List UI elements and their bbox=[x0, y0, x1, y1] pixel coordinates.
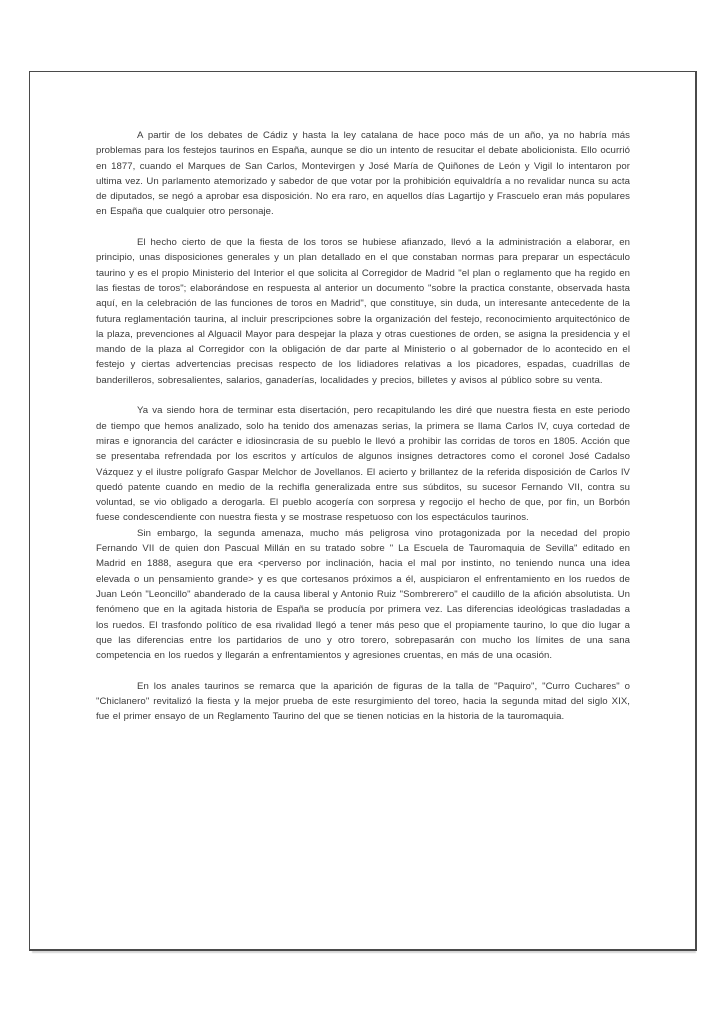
paragraph-amenaza-fernando-vii: Sin embargo, la segunda amenaza, mucho más peligrosa vino protagonizada por la necedad del propio Fernando VII de quien don Pascual Millán en su tratado sobre " La Escuela de Tauromaquia de Sevilla" editado en Madrid en 1888, asegura que era <perverso por inclinación, hacia el mal por instinto, no teniendo nunca una idea elevada o un pensamiento grande> y es que cortesanos próximos a él, auspiciaron el enfrentamiento en los ruedos de Juan León "Leoncillo" abanderado de la causa liberal y Antonio Ruiz "Sombrerero" el caudillo de la afición absolutista. Un fenómeno que en la agitada historia de España se producía por primera vez. Las diferencias ideológicas trasladadas a los ruedos. El trasfondo político de esa rivalidad llegó a tener más peso que el propiamente taurino, lo que dio lugar a que las diferencias entre los partidarios de uno y otro torero, sobrepasarán con mucho los límites de una sana competencia en los ruedos y llegarán a enfrentamientos y agresiones cruentas, en más de una ocasión. bbox=[96, 527, 630, 662]
paragraph-debates-de-cadiz: A partir de los debates de Cádiz y hasta la ley catalana de hace poco más de un año, ya no habría más problemas para los festejos taurinos en España, aunque se dio un intento de resucitar el debate abolicionista. Ello ocurrió en 1877, cuando el Marques de San Carlos, Montevirgen y José María de Quiñones de León y Vigil lo intentaron por ultima vez. Un parlamento atemorizado y sabedor de que votar por la prohibición equivaldría a no revalidar nunca su acta de diputados, se negó a aprobar esa disposición. No era raro, en aquellos días Lagartijo y Frascuelo eran más populares en España que cualquier otro personaje. bbox=[96, 130, 630, 218]
paragraph-amenaza-carlos-iv: Ya va siendo hora de terminar esta disertación, pero recapitulando les diré que nuestra fiesta en este periodo de tiempo que hemos analizado, solo ha tenido dos amenazas serias, la primera se llama Carlos IV, cuya cortedad de miras e ignorancia del carácter e idiosincrasia de su pueblo le llevó a prohibir las corridas de toros en 1805. Acción que se presentaba refrendada por los escritos y artículos de algunos insignes detractores como el coronel José Cadalso Vázquez y el ilustre polígrafo Gaspar Melchor de Jovellanos. El acierto y brillantez de la referida disposición de Carlos IV quedó patente cuando en medio de la rechifla generalizada entre sus súbditos, su sucesor Fernando VII, contra su voluntad, se vio obligado a derogarla. El pueblo acogería con sorpresa y regocijo el hecho de que, por fin, un Borbón fuese condescendiente con nuestra fiesta y se mostrase respetuoso con los espectáculos taurinos. bbox=[96, 405, 630, 524]
page-border-frame bbox=[29, 71, 697, 951]
paragraph-reglamento-corregidor: El hecho cierto de que la fiesta de los toros se hubiese afianzado, llevó a la administración a elaborar, en principio, unas disposiciones generales y un plan detallado en el que constaban normas para preparar un espectáculo taurino y es el propio Ministerio del Interior el que solicita al Corregidor de Madrid "el plan o reglamento que ha regido en las fiestas de toros"; elaborándose en respuesta al anterior un documento "sobre la practica constante, observada hasta aquí, en la celebración de las funciones de toros en Madrid", que constituye, sin duda, un interesante antecedente de la futura reglamentación taurina, al incluir prescripciones sobre la organización del festejo, reconocimiento arquitectónico de la plaza, prevenciones al Alguacil Mayor para despejar la plaza y otras cuestiones de orden, se asigna la presidencia y el mando de la plaza al Corregidor con la obligación de dar parte al Ministerio o al gobernador de lo acontecido en el festejo y ciertas advertencias precisas respecto de los lidiadores relativas a los picadores, espadas, cuadrillas de banderilleros, sobresalientes, salarios, ganaderías, localidades y precios, billetes y avisos al público sobre su venta. bbox=[96, 237, 630, 386]
document-text bbox=[96, 128, 630, 725]
paragraph-anales-taurinos: En los anales taurinos se remarca que la aparición de figuras de la talla de "Paquiro", "Curro Cuchares" o "Chiclanero" revitalizó la fiesta y la mejor prueba de este resurgimiento del toreo, hacia la segunda mitad del siglo XIX, fue el primer ensayo de un Reglamento Taurino del que se tienen noticias en la historia de la tauromaquia. bbox=[96, 680, 630, 723]
